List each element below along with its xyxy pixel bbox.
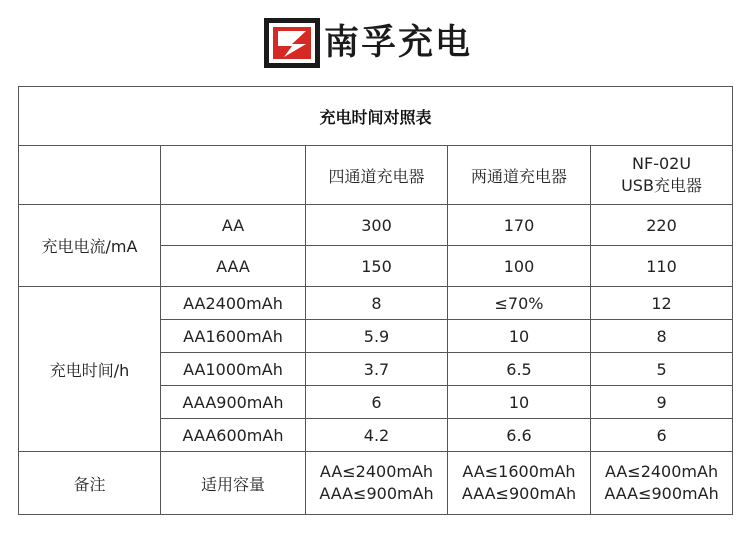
time-value: 8 [306,287,448,320]
brand-logo [262,16,472,70]
time-value: 10 [448,386,591,419]
time-row-label: AAA900mAh [161,386,306,419]
capacity-aa: AA≤2400mAh [319,462,434,481]
current-value: 170 [448,205,591,246]
brand-mark-icon [262,16,322,70]
current-group-label: 充电电流/mA [19,205,161,287]
header-four-channel: 四通道充电器 [306,146,448,205]
time-value: 4.2 [306,419,448,452]
current-value: 100 [448,246,591,287]
time-value: 3.7 [306,353,448,386]
capacity-aaa: AAA≤900mAh [319,484,434,503]
time-value: 12 [591,287,733,320]
capacity-usb [591,452,733,515]
current-row-label: AAA [161,246,306,287]
time-value: 6 [591,419,733,452]
capacity-aaa: AAA≤900mAh [604,484,719,503]
time-value: 5 [591,353,733,386]
charging-time-table [18,86,733,515]
current-value: 300 [306,205,448,246]
note-group-label: 备注 [19,452,161,515]
corner-cell [19,146,161,205]
capacity-aa: AA≤2400mAh [604,462,719,481]
header-usb-model: NF-02U [632,154,692,173]
capacity-aa: AA≤1600mAh [462,462,576,481]
header-two-channel: 两通道充电器 [448,146,591,205]
time-value: 10 [448,320,591,353]
current-row-label: AA [161,205,306,246]
capacity-four-channel [306,452,448,515]
time-row-label: AA1000mAh [161,353,306,386]
header-usb-charger [591,146,733,205]
time-value: 6.6 [448,419,591,452]
time-row-label: AA1600mAh [161,320,306,353]
time-value: 6 [306,386,448,419]
header-usb-type: USB充电器 [621,176,702,195]
time-row-label: AA2400mAh [161,287,306,320]
time-value: 5.9 [306,320,448,353]
note-row-label: 适用容量 [161,452,306,515]
time-value: 6.5 [448,353,591,386]
capacity-two-channel [448,452,591,515]
capacity-aaa: AAA≤900mAh [461,484,577,503]
current-value: 220 [591,205,733,246]
time-value: ≤70% [448,287,591,320]
current-value: 110 [591,246,733,287]
time-value: 9 [591,386,733,419]
sub-corner-cell [161,146,306,205]
time-value: 8 [591,320,733,353]
current-value: 150 [306,246,448,287]
table-title: 充电时间对照表 [19,87,733,146]
brand-name: 南孚充电 [324,23,473,63]
time-row-label: AAA600mAh [161,419,306,452]
time-group-label: 充电时间/h [19,287,161,452]
